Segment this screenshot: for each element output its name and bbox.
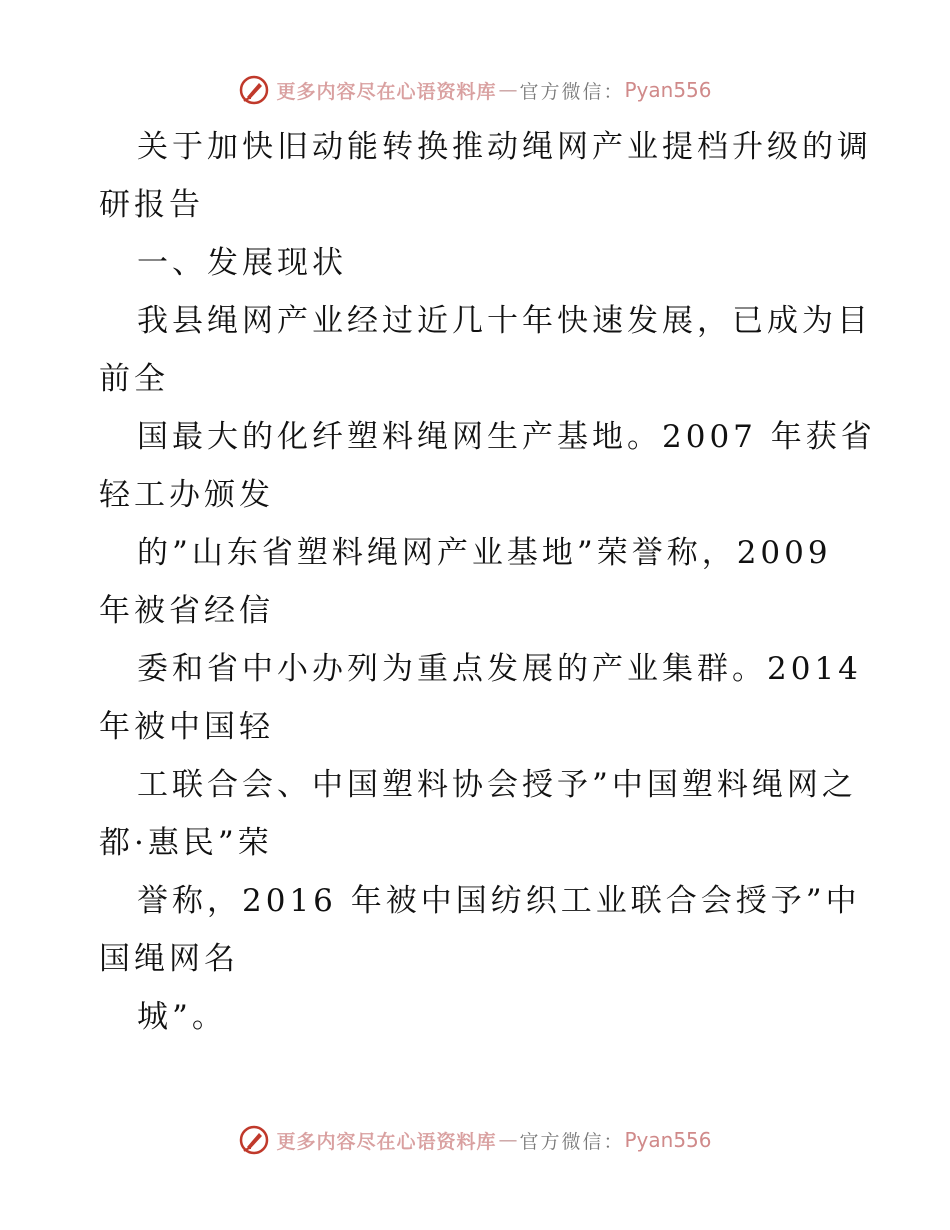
header-watermark [0, 70, 950, 110]
paragraph-line: 的”山东省塑料绳网产业基地”荣誉称，2009 [137, 535, 832, 571]
paragraph-line: 年被中国轻 [99, 709, 274, 745]
paragraph-line: 都·惠民”荣 [99, 825, 273, 861]
document-title: 关于加快旧动能转换推动绳网产业提档升级的调 [137, 129, 872, 165]
document-title-continued: 研报告 [99, 187, 204, 223]
paragraph-line: 城”。 [137, 999, 227, 1035]
paragraph-line: 我县绳网产业经过近几十年快速发展，已成为目 [137, 303, 872, 339]
footer-watermark [0, 1120, 950, 1160]
paragraph-line: 轻工办颁发 [99, 477, 274, 513]
paragraph-line: 国最大的化纤塑料绳网生产基地。2007 年获省 [137, 419, 876, 455]
watermark-dash: — [498, 79, 518, 101]
paragraph-line: 国绳网名 [99, 941, 239, 977]
paragraph-line: 誉称，2016 年被中国纺织工业联合会授予”中 [137, 883, 861, 919]
paragraph-line: 前全 [99, 361, 169, 397]
quill-logo-icon [238, 1124, 270, 1156]
section-heading: 一、发展现状 [137, 245, 347, 281]
watermark-sub-text: 官方微信： [519, 1130, 625, 1153]
paragraph-line: 年被省经信 [99, 593, 274, 629]
paragraph-line: 委和省中小办列为重点发展的产业集群。2014 [137, 651, 862, 687]
watermark-wechat-id: Pyan556 [624, 1128, 712, 1152]
watermark-main-text: 更多内容尽在心语资料库 [276, 80, 497, 103]
watermark-main-text: 更多内容尽在心语资料库 [276, 1130, 497, 1153]
watermark-wechat-id: Pyan556 [624, 78, 712, 102]
watermark-sub-text: 官方微信： [519, 80, 625, 103]
watermark-dash: — [498, 1129, 518, 1151]
quill-logo-icon [238, 74, 270, 106]
paragraph-line: 工联合会、中国塑料协会授予”中国塑料绳网之 [137, 767, 857, 803]
